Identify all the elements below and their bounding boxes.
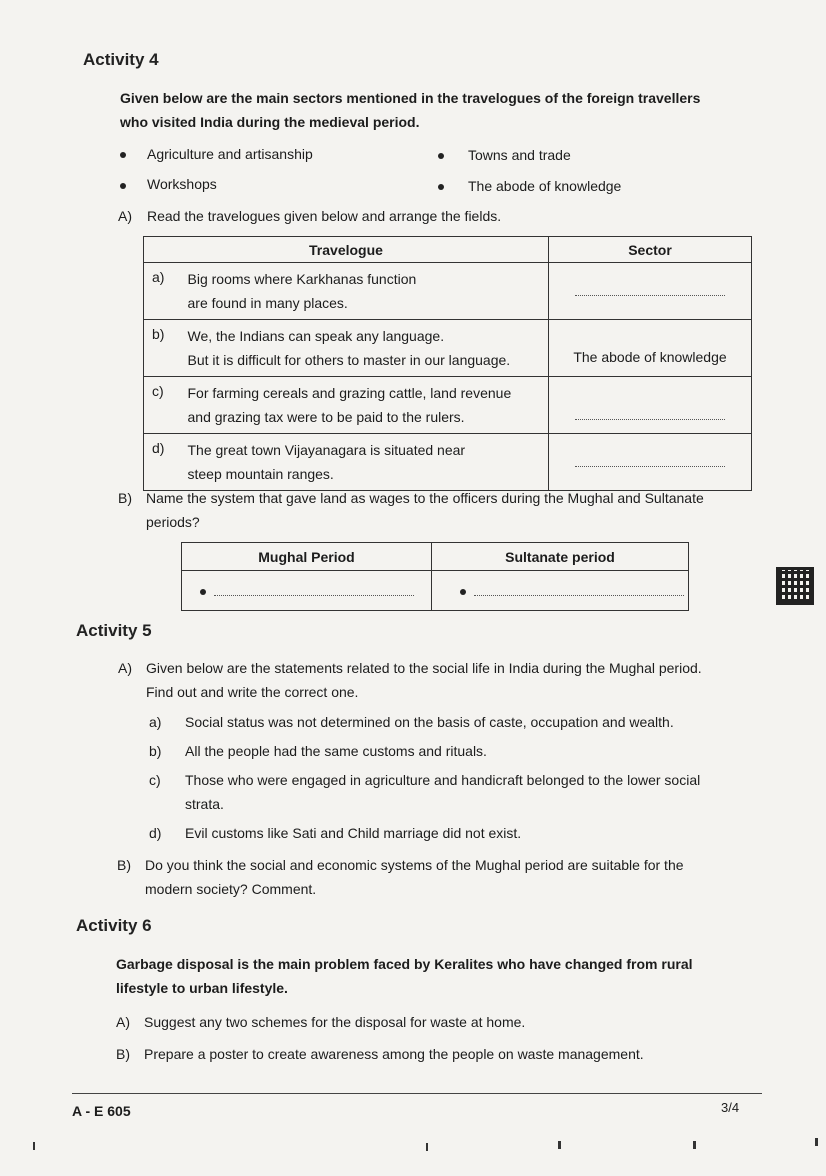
table-row (144, 377, 752, 434)
mughal-answer-blank[interactable] (182, 571, 432, 611)
travelogue-line: are found in many places. (187, 295, 348, 311)
sector-answer-blank[interactable] (549, 263, 752, 320)
travelogue-line: The great town Vijayanagara is situated near (187, 442, 466, 458)
travelogue-cell (184, 434, 549, 491)
mughal-column-header: Mughal Period (182, 543, 432, 571)
activity4-heading: Activity 4 (83, 50, 159, 69)
row-label: b) (144, 320, 184, 377)
travelogue-cell (184, 263, 549, 320)
activity4-partB-label: B) (118, 490, 132, 506)
activity5-partA-label: A) (118, 660, 132, 676)
statement-line: strata. (185, 796, 224, 812)
statement-label: b) (149, 743, 162, 759)
sector-item: Agriculture and artisanship (147, 146, 313, 162)
table-row (144, 320, 752, 377)
travelogue-cell (184, 377, 549, 434)
answer-dotted-line (575, 295, 725, 296)
travelogue-line: For farming cereals and grazing cattle, land revenue (187, 385, 512, 401)
activity5-partA-question (146, 656, 771, 704)
statement-line: Those who were engaged in agriculture and handicraft belonged to the lower social (185, 772, 701, 788)
footer-divider (72, 1093, 762, 1094)
activity5-heading: Activity 5 (76, 621, 152, 640)
activity6-partA-text: Suggest any two schemes for the disposal for waste at home. (144, 1014, 526, 1030)
activity5-partB-question (145, 853, 765, 901)
travelogue-column-header: Travelogue (144, 237, 549, 263)
bullet-icon (460, 589, 466, 595)
page-number: 3/4 (721, 1100, 740, 1115)
sultanate-answer-blank[interactable] (432, 571, 689, 611)
activity6-heading: Activity 6 (76, 916, 152, 935)
travelogue-line: and grazing tax were to be paid to the rulers. (187, 409, 465, 425)
scan-mark (426, 1143, 428, 1151)
scan-mark (33, 1142, 35, 1150)
row-label: d) (144, 434, 184, 491)
sultanate-column-header: Sultanate period (432, 543, 689, 571)
land-system-table (181, 542, 689, 611)
sector-item: The abode of knowledge (468, 178, 622, 194)
statement-text: Evil customs like Sati and Child marriage did not exist. (185, 825, 522, 841)
sector-column-header: Sector (549, 237, 752, 263)
statement-text (185, 768, 765, 816)
bullet-icon (200, 589, 206, 595)
question-line: periods? (146, 514, 200, 530)
statement-label: c) (149, 772, 161, 788)
answer-dotted-line (214, 595, 414, 596)
activity6-partB-text: Prepare a poster to create awareness among the people on waste management. (144, 1046, 644, 1062)
activity6-partA-label: A) (116, 1014, 130, 1030)
sector-answer-blank[interactable] (549, 434, 752, 491)
activity6-intro (116, 952, 766, 1000)
statement-label: d) (149, 825, 162, 841)
bullet-icon (438, 184, 444, 190)
activity5-partB-label: B) (117, 857, 131, 873)
activity4-partB-question (146, 486, 766, 534)
intro-line: lifestyle to urban lifestyle. (116, 980, 288, 996)
statement-text: All the people had the same customs and rituals. (185, 743, 487, 759)
table-row (144, 263, 752, 320)
scan-mark (558, 1141, 561, 1149)
sector-answer-blank[interactable] (549, 377, 752, 434)
row-label: c) (144, 377, 184, 434)
travelogue-table (143, 236, 752, 491)
answer-dotted-line (575, 466, 725, 467)
row-label: a) (144, 263, 184, 320)
statement-text: Social status was not determined on the basis of caste, occupation and wealth. (185, 714, 674, 730)
travelogue-line: But it is difficult for others to master in our language. (187, 352, 511, 368)
bullet-icon (438, 153, 444, 159)
paper-code: A - E 605 (72, 1103, 131, 1119)
sector-answer-filled: The abode of knowledge (549, 320, 752, 377)
travelogue-line: steep mountain ranges. (187, 466, 334, 482)
question-line: Do you think the social and economic systems of the Mughal period are suitable for the (145, 857, 684, 873)
travelogue-cell (184, 320, 549, 377)
travelogue-line: We, the Indians can speak any language. (187, 328, 445, 344)
question-line: Find out and write the correct one. (146, 684, 359, 700)
bullet-icon (120, 152, 126, 158)
activity4-intro (120, 86, 760, 134)
activity6-partB-label: B) (116, 1046, 130, 1062)
answer-dotted-line (575, 419, 725, 420)
qr-code-icon (776, 567, 814, 605)
question-line: modern society? Comment. (145, 881, 317, 897)
sector-item: Workshops (147, 176, 217, 192)
activity4-partA-label: A) (118, 208, 132, 224)
scan-mark (693, 1141, 696, 1149)
question-line: Given below are the statements related to the social life in India during the Mughal period. (146, 660, 702, 676)
activity4-intro-line2: who visited India during the medieval period. (120, 114, 420, 130)
table-row (144, 434, 752, 491)
question-line: Name the system that gave land as wages to the officers during the Mughal and Sultanate (146, 490, 704, 506)
activity4-partA-question: Read the travelogues given below and arrange the fields. (147, 208, 502, 224)
activity4-intro-line1: Given below are the main sectors mentioned in the travelogues of the foreign travellers (120, 90, 701, 106)
travelogue-line: Big rooms where Karkhanas function (187, 271, 417, 287)
bullet-icon (120, 183, 126, 189)
statement-label: a) (149, 714, 162, 730)
scan-mark (815, 1138, 818, 1146)
sector-item: Towns and trade (468, 147, 571, 163)
answer-dotted-line (474, 595, 684, 596)
intro-line: Garbage disposal is the main problem faced by Keralites who have changed from rural (116, 956, 693, 972)
